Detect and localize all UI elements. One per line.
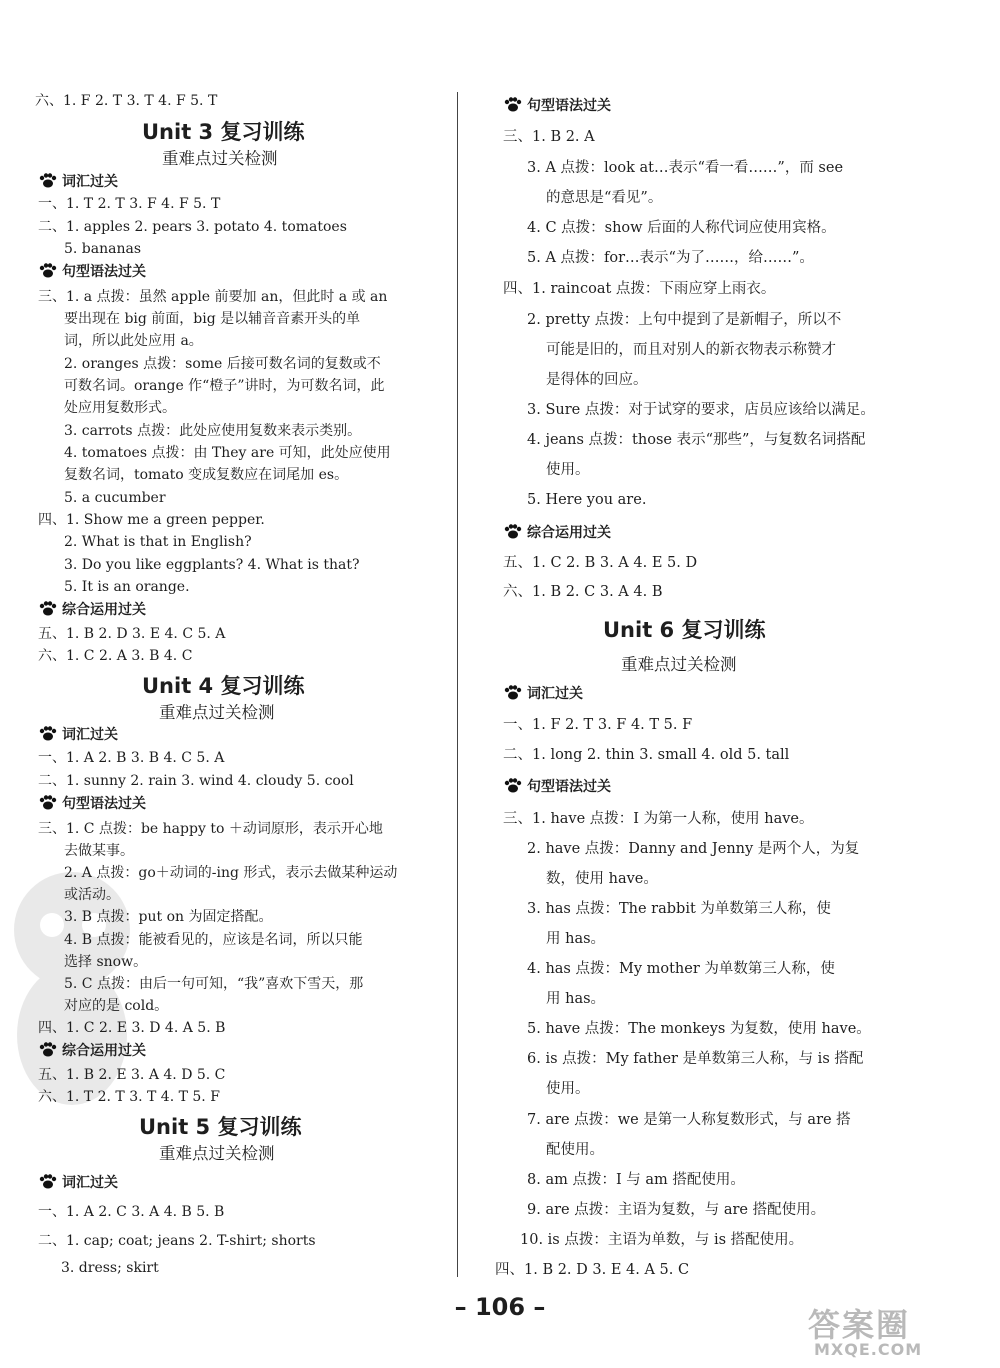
column-divider (457, 92, 458, 1277)
answer-line: 3. carrots 点拨：此处应使用复数来表示类别。 (64, 423, 362, 439)
section-heading (38, 795, 146, 813)
section-heading (38, 726, 118, 744)
answer-line: 词，所以此处应用 a。 (64, 333, 203, 349)
section-heading (503, 685, 583, 703)
answer-line: 2. oranges 点拨：some 后接可数名词的复数或不 (64, 356, 381, 372)
unit6-subtitle: 重难点过关检测 (621, 655, 737, 674)
answer-line: 可能是旧的，而且对别人的新衣物表示称赞才 (546, 342, 836, 358)
paw-icon (38, 795, 58, 810)
paw-icon (503, 685, 523, 700)
watermark-url: MXQE.COM (814, 1340, 923, 1359)
answer-line: 去做某事。 (64, 843, 134, 859)
answer-line: 4. C 点拨：show 后面的人称代词应使用宾格。 (527, 220, 836, 236)
answer-line: 二、1. apples 2. pears 3. potato 4. tomatoes (38, 219, 347, 235)
paw-icon (38, 1042, 58, 1057)
answer-line: 可数名词。orange 作“橙子”讲时，为可数名词，此 (64, 378, 385, 394)
section-heading-label: 句型语法过关 (62, 796, 146, 812)
answer-line: 对应的是 cold。 (64, 998, 169, 1014)
answer-line: 4. jeans 点拨：those 表示“那些”，与复数名词搭配 (527, 432, 866, 448)
section-heading (503, 97, 611, 115)
answer-line: 10. is 点拨：主语为单数，与 is 搭配使用。 (520, 1232, 804, 1248)
answer-line: 5. have 点拨：The monkeys 为复数，使用 have。 (527, 1021, 871, 1037)
answer-line: 5. It is an orange. (64, 579, 190, 595)
watermark-text: 答案圈 (808, 1306, 911, 1344)
unit5-subtitle: 重难点过关检测 (159, 1144, 275, 1163)
answer-line: 六、1. T 2. T 3. T 4. T 5. F (38, 1089, 220, 1105)
answer-line: 用 has。 (546, 991, 606, 1007)
answer-line: 三、1. a 点拨：虽然 apple 前要加 an，但此时 a 或 an (38, 289, 388, 305)
answer-line: 二、1. cap; coat; jeans 2. T-shirt; shorts (38, 1233, 316, 1249)
section-heading-label: 词汇过关 (62, 174, 118, 190)
answer-line: 使用。 (546, 462, 590, 478)
answer-line: 五、1. C 2. B 3. A 4. E 5. D (503, 555, 698, 571)
answer-line: 2. What is that in English? (64, 534, 252, 550)
section-heading (503, 778, 611, 796)
section-heading-label: 综合运用过关 (62, 602, 146, 618)
answer-line: 二、1. long 2. thin 3. small 4. old 5. tall (503, 747, 790, 763)
answer-line: 的意思是“看见”。 (546, 190, 663, 206)
paw-icon (38, 173, 58, 188)
answer-line: 2. have 点拨：Danny and Jenny 是两个人，为复 (527, 841, 860, 857)
unit3-subtitle: 重难点过关检测 (162, 149, 278, 168)
answer-line: 7. are 点拨：we 是第一人称复数形式，与 are 搭 (527, 1112, 851, 1128)
answer-line: 3. Sure 点拨：对于试穿的要求，店员应该给以满足。 (527, 402, 875, 418)
paw-icon (503, 97, 523, 112)
answer-line: 3. dress; skirt (61, 1260, 159, 1276)
watermark-logo (808, 1300, 993, 1362)
paw-icon (503, 778, 523, 793)
answer-line: 5. A 点拨：for…表示“为了……，给……”。 (527, 250, 814, 266)
answer-line: 6. is 点拨：My father 是单数第三人称，与 is 搭配 (527, 1051, 864, 1067)
unit5-title: Unit 5 复习训练 (139, 1115, 302, 1139)
answer-line: 8. am 点拨：I 与 am 搭配使用。 (527, 1172, 745, 1188)
paw-icon (38, 1174, 58, 1189)
answer-line: 六、1. B 2. C 3. A 4. B (503, 584, 663, 600)
answer-line: 一、1. A 2. C 3. A 4. B 5. B (38, 1204, 225, 1220)
answer-line: 3. B 点拨：put on 为固定搭配。 (64, 909, 273, 925)
answer-line: 5. a cucumber (64, 490, 166, 506)
section-heading (38, 1174, 118, 1192)
answer-line: 3. has 点拨：The rabbit 为单数第三人称，使 (527, 901, 831, 917)
paw-icon (38, 263, 58, 278)
answer-line: 复数名词，tomato 变成复数应在词尾加 es。 (64, 467, 349, 483)
answer-line: 一、1. A 2. B 3. B 4. C 5. A (38, 750, 225, 766)
answer-line: 一、1. T 2. T 3. F 4. F 5. T (38, 196, 221, 212)
answer-line: 3. A 点拨：look at…表示“看一看……”，而 see (527, 160, 844, 176)
answer-line: 选择 snow。 (64, 954, 148, 970)
answer-line: 9. are 点拨：主语为复数，与 are 搭配使用。 (527, 1202, 826, 1218)
answer-line: 三、1. have 点拨：I 为第一人称，使用 have。 (503, 811, 814, 827)
answer-line: 四、1. raincoat 点拨：下雨应穿上雨衣。 (503, 281, 776, 297)
paw-icon (38, 601, 58, 616)
unit4-title: Unit 4 复习训练 (142, 674, 305, 698)
answer-line: 一、1. F 2. T 3. F 4. T 5. F (503, 717, 693, 733)
unit6-title: Unit 6 复习训练 (603, 618, 766, 642)
answer-line: 五、1. B 2. E 3. A 4. D 5. C (38, 1067, 226, 1083)
answer-line: 四、1. C 2. E 3. D 4. A 5. B (38, 1020, 226, 1036)
answer-line: 2. A 点拨：go＋动词的-ing 形式，表示去做某种运动 (64, 865, 398, 881)
answer-line: 四、1. Show me a green pepper. (38, 512, 265, 528)
answer-line: 2. pretty 点拨：上句中提到了是新帽子，所以不 (527, 312, 842, 328)
answer-line: 二、1. sunny 2. rain 3. wind 4. cloudy 5. cool (38, 773, 354, 789)
answer-line: 5. bananas (64, 241, 142, 257)
answer-line: 处应用复数形式。 (64, 400, 176, 416)
answer-line: 要出现在 big 前面，big 是以辅音音素开头的单 (64, 311, 361, 327)
section-heading-label: 词汇过关 (62, 727, 118, 743)
section-heading-label: 综合运用过关 (527, 525, 611, 541)
answer-line: 使用。 (546, 1081, 590, 1097)
unit3-title: Unit 3 复习训练 (142, 120, 305, 144)
answer-line: 或活动。 (64, 887, 120, 903)
section-heading (38, 1042, 146, 1060)
answer-line: 三、1. C 点拨：be happy to ＋动词原形，表示开心地 (38, 821, 383, 837)
answer-line: 5. C 点拨：由后一句可知，“我”喜欢下雪天，那 (64, 976, 364, 992)
section-heading-label: 综合运用过关 (62, 1043, 146, 1059)
section-heading (38, 173, 118, 191)
answer-line: 六、1. C 2. A 3. B 4. C (38, 648, 193, 664)
section-heading (38, 263, 146, 281)
answer-line: 数，使用 have。 (546, 871, 658, 887)
section-heading (503, 524, 611, 542)
section-heading (38, 601, 146, 619)
section-heading-label: 句型语法过关 (527, 779, 611, 795)
page-number: – 106 – (454, 1293, 546, 1321)
answer-line: 六、1. F 2. T 3. T 4. F 5. T (35, 93, 218, 109)
paw-icon (38, 726, 58, 741)
section-heading-label: 句型语法过关 (527, 98, 611, 114)
answer-line: 4. tomatoes 点拨：由 They are 可知，此处应使用 (64, 445, 391, 461)
answer-line: 5. Here you are. (527, 492, 647, 508)
answer-line: 五、1. B 2. D 3. E 4. C 5. A (38, 626, 226, 642)
answer-line: 3. Do you like eggplants? 4. What is that? (64, 557, 360, 573)
answer-line: 三、1. B 2. A (503, 129, 595, 145)
answer-line: 四、1. B 2. D 3. E 4. A 5. C (495, 1262, 690, 1278)
answer-line: 4. has 点拨：My mother 为单数第三人称，使 (527, 961, 835, 977)
answer-line: 是得体的回应。 (546, 372, 648, 388)
unit4-subtitle: 重难点过关检测 (159, 703, 275, 722)
section-heading-label: 句型语法过关 (62, 264, 146, 280)
answer-line: 用 has。 (546, 931, 606, 947)
section-heading-label: 词汇过关 (527, 686, 583, 702)
answer-line: 配使用。 (546, 1142, 604, 1158)
answer-line: 4. B 点拨：能被看见的，应该是名词，所以只能 (64, 932, 363, 948)
paw-icon (503, 524, 523, 539)
section-heading-label: 词汇过关 (62, 1175, 118, 1191)
